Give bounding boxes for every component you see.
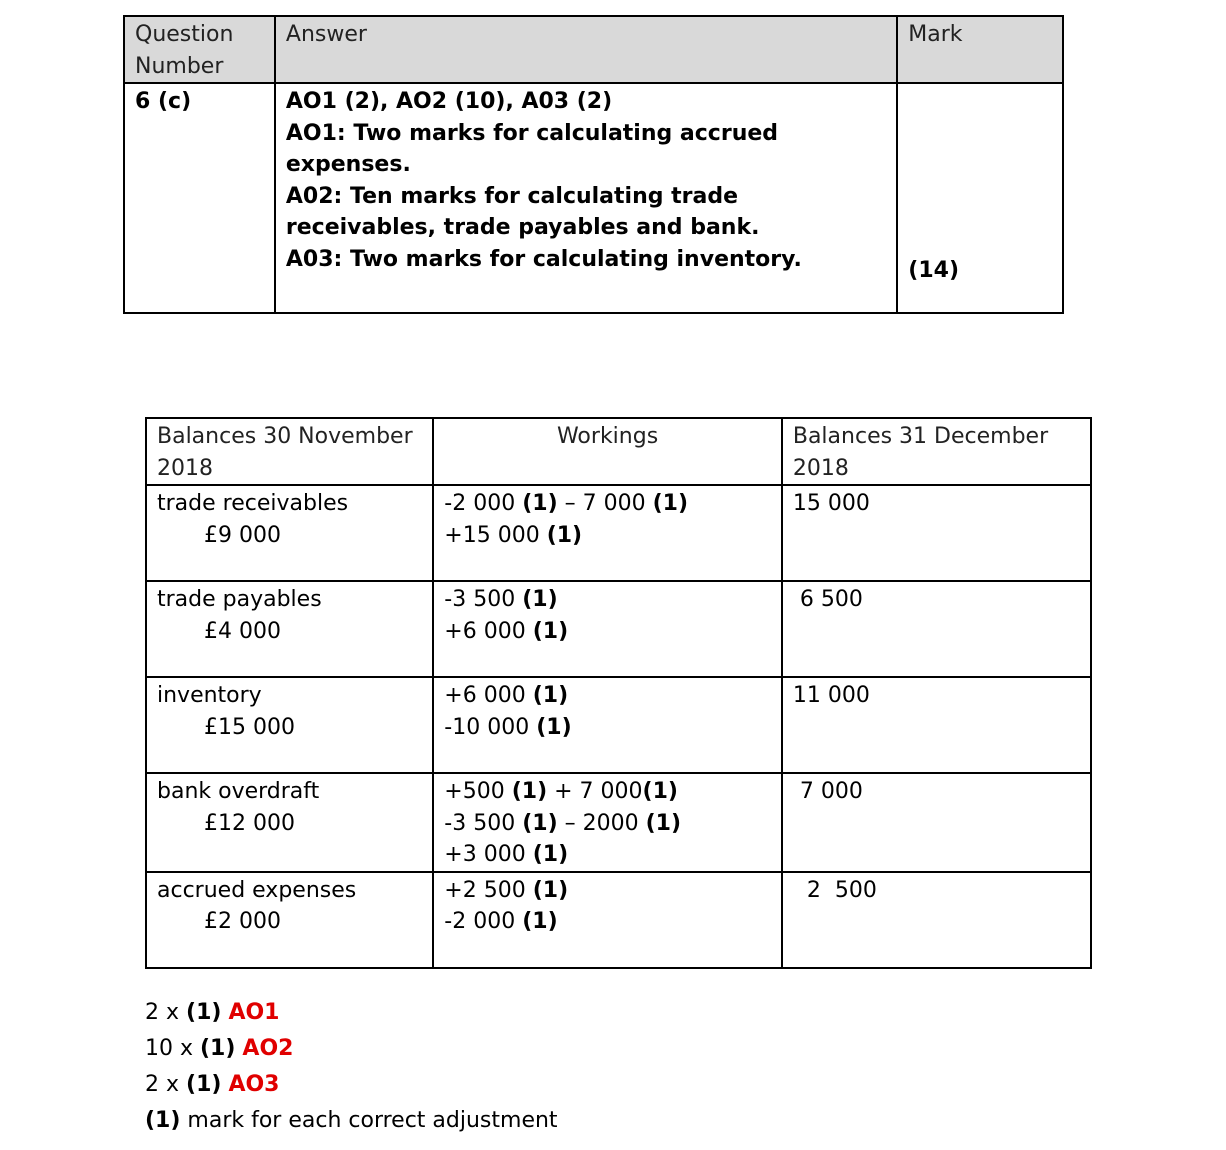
mark-token: (1) — [532, 618, 569, 644]
opening-amount: £15 000 — [204, 714, 295, 740]
workings-cell — [433, 773, 782, 872]
working-line — [444, 712, 771, 744]
balances-header — [146, 418, 1091, 485]
workings-cell — [433, 485, 782, 581]
working-line — [444, 808, 771, 840]
question-number: 6 (c) — [124, 83, 275, 313]
mark-table-row — [124, 83, 1063, 313]
working-text: -2 000 — [444, 909, 523, 934]
closing-balance-header: Balances 31 December 2018 — [782, 418, 1091, 485]
mark-token: (1) — [536, 714, 572, 740]
opening-amount: £4 000 — [204, 618, 281, 644]
working-text: +6 000 — [444, 683, 533, 708]
opening-balance-cell — [146, 485, 433, 581]
answer-header: Answer — [275, 16, 897, 83]
account-label: trade payables — [157, 587, 322, 612]
balance-row — [146, 773, 1091, 872]
total-mark: (14) — [908, 258, 960, 283]
marking-notes — [145, 995, 558, 1139]
opening-amount: £12 000 — [204, 810, 295, 836]
answer-line: A02: Ten marks for calculating trade — [285, 183, 739, 209]
balance-row — [146, 485, 1091, 581]
opening-balance-cell — [146, 773, 433, 872]
opening-amount: £2 000 — [204, 909, 281, 934]
balance-row — [146, 677, 1091, 773]
working-text: +15 000 — [444, 522, 547, 548]
mark-token: (1) — [522, 491, 558, 516]
working-line — [444, 839, 771, 871]
question-number-header: Question Number — [124, 16, 275, 83]
opening-balance-cell — [146, 872, 433, 968]
mark-token: (1) — [522, 587, 558, 612]
closing-balance: 11 000 — [782, 677, 1091, 773]
balances-body — [146, 485, 1091, 968]
note-line: 2 x (1) AO1 — [145, 1000, 280, 1025]
answer-cell — [275, 83, 897, 313]
closing-balance: 7 000 — [782, 773, 1091, 872]
working-text: + 7 000 — [547, 779, 643, 804]
answer-line: AO1 (2), AO2 (10), A03 (2) — [285, 89, 613, 114]
balances-table — [145, 417, 1092, 969]
mark-token: (1) — [522, 909, 558, 934]
working-line — [444, 616, 771, 648]
working-line — [444, 488, 771, 520]
ao-code: AO3 — [228, 1072, 280, 1097]
working-line — [444, 875, 771, 907]
mark-token: (1) — [652, 491, 689, 516]
closing-balance: 6 500 — [782, 581, 1091, 677]
answer-line: A03: Two marks for calculating inventory. — [285, 246, 802, 272]
working-line — [444, 776, 771, 808]
workings-cell — [433, 872, 782, 968]
answer-line: AO1: Two marks for calculating accrued — [285, 120, 779, 146]
working-line — [444, 906, 771, 938]
workings-cell — [433, 677, 782, 773]
opening-balance-header: Balances 30 November 2018 — [146, 418, 433, 485]
mark-token: (1) — [511, 779, 548, 804]
working-text: -3 500 — [444, 587, 523, 612]
working-text: -2 000 — [444, 491, 523, 516]
account-label: accrued expenses — [157, 877, 357, 903]
account-label: bank overdraft — [157, 779, 320, 804]
working-line — [444, 520, 771, 552]
mark-token: (1) — [532, 683, 569, 708]
mark-cell — [897, 83, 1063, 313]
answer-line: receivables, trade payables and bank. — [285, 215, 760, 240]
opening-amount: £9 000 — [204, 522, 281, 548]
answer-line: expenses. — [285, 152, 411, 177]
ao-code: AO1 — [228, 1000, 280, 1025]
mark-token: (1) — [546, 522, 583, 548]
ao-code: AO2 — [242, 1036, 294, 1061]
opening-balance-cell — [146, 581, 433, 677]
working-text: +3 000 — [444, 842, 533, 867]
mark-token: (1) — [532, 877, 569, 903]
mark-token: (1) — [642, 779, 678, 804]
working-text: +2 500 — [444, 877, 533, 903]
note-line: 2 x (1) AO3 — [145, 1072, 280, 1097]
working-text: – 7 000 — [557, 491, 653, 516]
account-label: trade receivables — [157, 491, 349, 516]
working-text: -3 500 — [444, 810, 523, 836]
workings-cell — [433, 581, 782, 677]
working-text: +6 000 — [444, 618, 533, 644]
footer-note: (1) mark for each correct adjustment — [145, 1108, 558, 1133]
closing-balance: 15 000 — [782, 485, 1091, 581]
closing-balance: 2 500 — [782, 872, 1091, 968]
working-text: -10 000 — [444, 714, 537, 740]
mark-scheme-table — [123, 15, 1064, 314]
balance-row — [146, 581, 1091, 677]
mark-table-header — [124, 16, 1063, 83]
opening-balance-cell — [146, 677, 433, 773]
working-line — [444, 584, 771, 616]
note-line: 10 x (1) AO2 — [145, 1036, 294, 1061]
mark-token: (1) — [532, 842, 569, 867]
mark-token: (1) — [645, 810, 682, 836]
account-label: inventory — [157, 683, 262, 708]
working-line — [444, 680, 771, 712]
working-text: – 2000 — [557, 810, 646, 836]
mark-token: (1) — [522, 810, 558, 836]
balance-row — [146, 872, 1091, 968]
workings-header: Workings — [433, 418, 782, 485]
mark-header: Mark — [897, 16, 1063, 83]
working-text: +500 — [444, 779, 512, 804]
